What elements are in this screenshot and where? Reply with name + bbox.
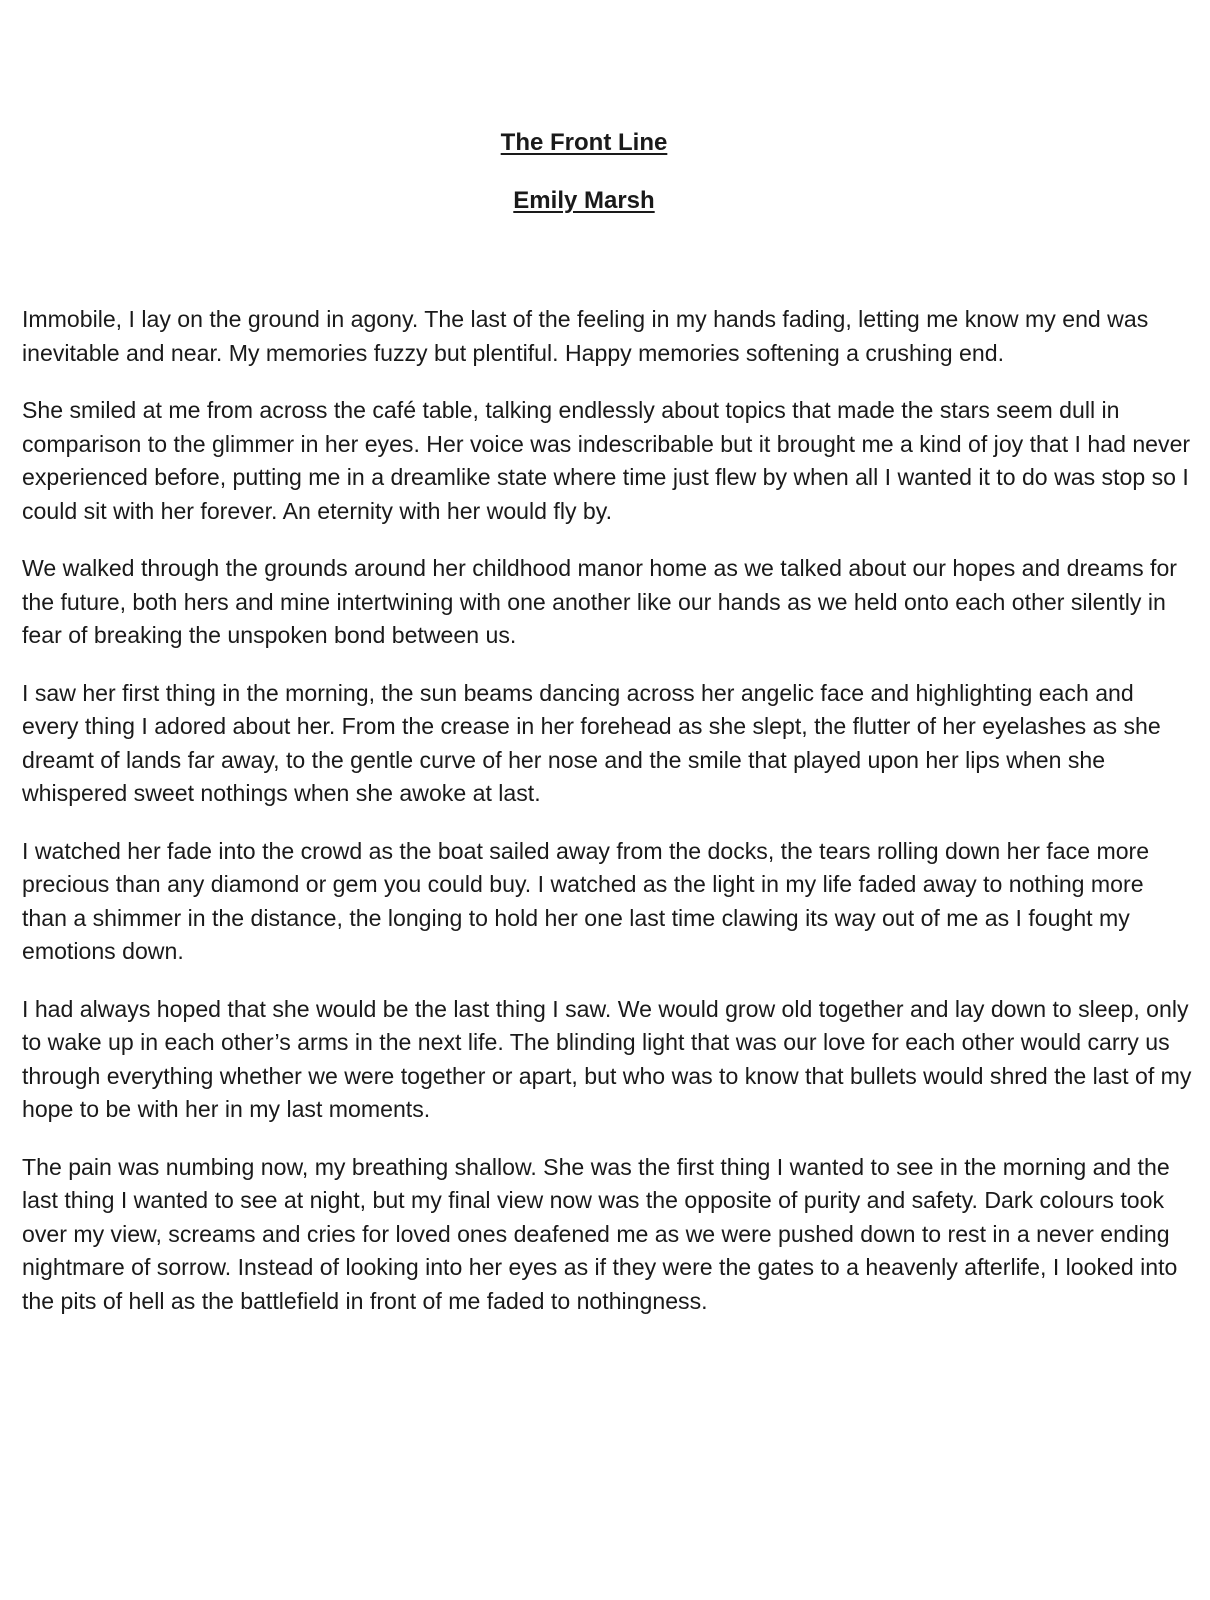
paragraph-5: I watched her fade into the crowd as the boat sailed away from the docks, the tears rolling down her face more precious than any diamond or gem you could buy. I watched as the light in my life faded away to nothing more than a shimmer in the distance, the longing to hold her one last time clawing its way out of me as I fought my emotions down. (22, 837, 1150, 964)
document-title: The Front Line (500, 129, 668, 156)
document-author: Emily Marsh (513, 187, 655, 214)
paragraph-6: I had always hoped that she would be the last thing I saw. We would grow old together and lay down to sleep, only to wake up in each other’s arms in the next life. The blinding light that was our love for each other would carry us through everything whether we were together or apart, but who was to know that bullets would shred the last of my hope to be with her in my last moments. (22, 995, 1192, 1122)
paragraph-3: We walked through the grounds around her childhood manor home as we talked about our hopes and dreams for the future, both hers and mine intertwining with one another like our hands as we held onto each other silently in fear of breaking the unspoken bond between us. (22, 555, 1177, 648)
document-body (22, 303, 1192, 1342)
paragraph-1: Immobile, I lay on the ground in agony. The last of the feeling in my hands fading, letting me know my end was inevitable and near. My memories fuzzy but plentiful. Happy memories softening a crushing end. (22, 306, 1149, 366)
paragraph-2: She smiled at me from across the café table, talking endlessly about topics that made the stars seem dull in comparison to the glimmer in her eyes. Her voice was indescribable but it brought me a kind of joy that I had never experienced before, putting me in a dreamlike state where time just flew by when all I wanted it to do was stop so I could sit with her forever. An eternity with her would fly by. (22, 397, 1191, 524)
paragraph-4: I saw her first thing in the morning, the sun beams dancing across her angelic face and highlighting each and every thing I adored about her. From the crease in her forehead as she slept, the flutter of her eyelashes as she dreamt of lands far away, to the gentle curve of her nose and the smile that played upon her lips when she whispered sweet nothings when she awoke at last. (22, 679, 1161, 806)
paragraph-7: The pain was numbing now, my breathing shallow. She was the first thing I wanted to see in the morning and the last thing I wanted to see at night, but my final view now was the opposite of purity and safety. Dark colours took over my view, screams and cries for loved ones deafened me as we were pushed down to rest in a never ending nightmare of sorrow. Instead of looking into her eyes as if they were the gates to a heavenly afterlife, I looked into the pits of hell as the battlefield in front of me faded to nothingness. (22, 1153, 1178, 1314)
